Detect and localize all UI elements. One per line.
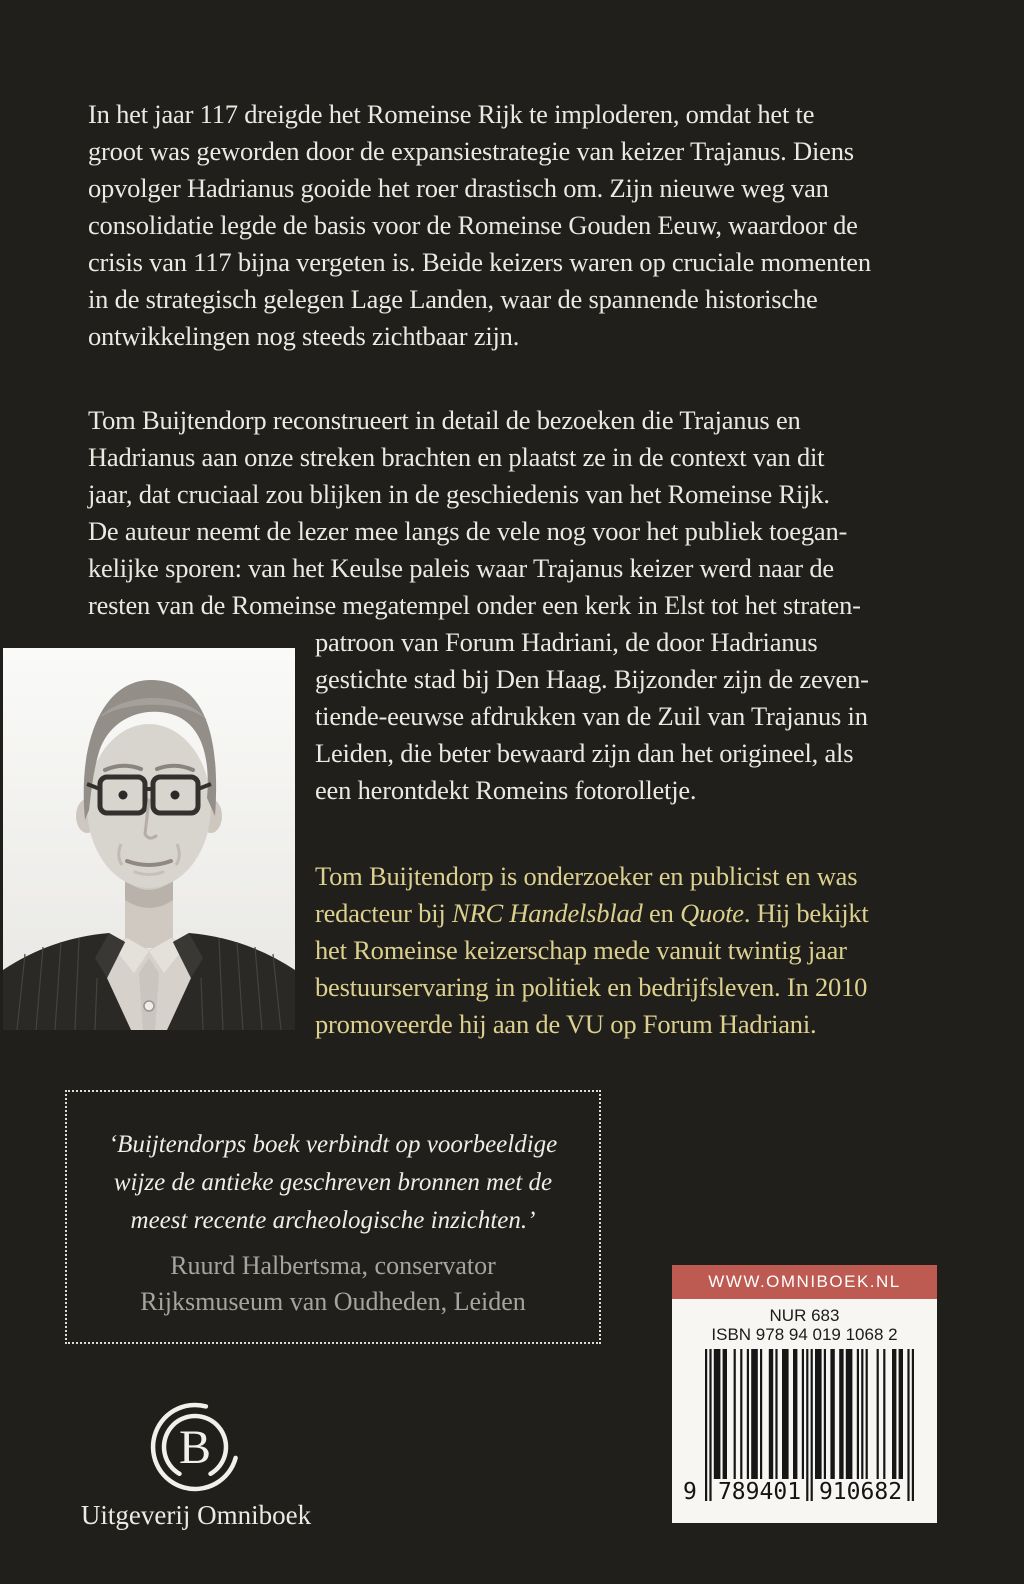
barcode-digit-lead: 9: [683, 1479, 697, 1505]
text-line: ontwikkelingen nog steeds zichtbaar zijn.: [88, 321, 520, 351]
barcode-digits-left: 789401: [713, 1479, 806, 1505]
text-line: [315, 895, 955, 932]
text-line: kelijke sporen: van het Keulse paleis waar Trajanus keizer werd naar de: [88, 553, 834, 583]
author-photo: [3, 648, 295, 1030]
detail-paragraph-full: [88, 402, 958, 624]
text-line: promoveerde hij aan de VU op Forum Hadriani.: [315, 1009, 817, 1039]
synopsis-paragraph: [88, 96, 958, 355]
quote-attribution: [67, 1248, 599, 1320]
logo-letter: B: [178, 1421, 212, 1474]
text-line: groot was geworden door de expansiestrategie van keizer Trajanus. Diens: [88, 136, 854, 166]
text-line: Tom Buijtendorp reconstrueert in detail de bezoeken die Trajanus en: [88, 405, 801, 435]
text-line: resten van de Romeinse megatempel onder een kerk in Elst tot het straten-: [88, 590, 861, 620]
publisher-logo-mark: [145, 1397, 245, 1497]
publisher-website-banner: WWW.OMNIBOEK.NL: [672, 1265, 937, 1299]
text-line: De auteur neemt de lezer mee langs de vele nog voor het publiek toegan-: [88, 516, 848, 546]
author-photo-graphic: [3, 648, 295, 1030]
review-quote-box: [65, 1090, 601, 1344]
detail-paragraph-wrapped: [315, 624, 955, 809]
text-line: In het jaar 117 dreigde het Romeinse Rijk te imploderen, omdat het te: [88, 99, 815, 129]
bio-text: . Hij bekijkt: [743, 898, 869, 928]
text-line: Leiden, die beter bewaard zijn dan het origineel, als: [315, 738, 854, 768]
author-bio-paragraph: [315, 858, 955, 1043]
quote-line: ‘Buijtendorps boek verbindt op voorbeeldige: [108, 1131, 558, 1158]
barcode-panel: [672, 1265, 937, 1523]
publisher-name: Uitgeverij Omniboek: [80, 1500, 312, 1530]
text-line: het Romeinse keizerschap mede vanuit twintig jaar: [315, 935, 847, 965]
attribution-line: Ruurd Halbertsma, conservator: [170, 1251, 496, 1280]
text-line: Tom Buijtendorp is onderzoeker en publicist en was: [315, 861, 858, 891]
isbn-number: ISBN 978 94 019 1068 2: [711, 1325, 898, 1344]
text-line: opvolger Hadrianus gooide het roer drastisch om. Zijn nieuwe weg van: [88, 173, 829, 203]
text-line: Hadrianus aan onze streken brachten en plaatst ze in de context van dit: [88, 442, 825, 472]
text-line: in de strategisch gelegen Lage Landen, waar de spannende historische: [88, 284, 818, 314]
text-line: bestuurservaring in politiek en bedrijfsleven. In 2010: [315, 972, 868, 1002]
nur-code: NUR 683: [769, 1306, 840, 1325]
text-line: patroon van Forum Hadriani, de door Hadrianus: [315, 627, 818, 657]
ean-barcode: [683, 1349, 914, 1507]
text-line: tiende-eeuwse afdrukken van de Zuil van Trajanus in: [315, 701, 868, 731]
magazine-title: Quote: [680, 898, 744, 928]
attribution-line: Rijksmuseum van Oudheden, Leiden: [140, 1287, 526, 1316]
publisher-logo: [145, 1397, 245, 1497]
text-line: gestichte stad bij Den Haag. Bijzonder zijn de zeven-: [315, 664, 869, 694]
bio-text: en: [642, 898, 681, 928]
bio-text: redacteur bij: [315, 898, 452, 928]
quote-line: wijze de antieke geschreven bronnen met de: [113, 1169, 553, 1196]
text-line: jaar, dat cruciaal zou blijken in de geschiedenis van het Romeinse Rijk.: [88, 479, 830, 509]
text-line: crisis van 117 bijna vergeten is. Beide keizers waren op cruciale momenten: [88, 247, 871, 277]
text-line: een herontdekt Romeins fotorolletje.: [315, 775, 697, 805]
text-line: consolidatie legde de basis voor de Romeinse Gouden Eeuw, waardoor de: [88, 210, 858, 240]
barcode-digits-right: 910682: [814, 1479, 907, 1505]
quote-line: meest recente archeologische inzichten.’: [130, 1207, 536, 1234]
magazine-title: NRC Handelsblad: [452, 898, 643, 928]
